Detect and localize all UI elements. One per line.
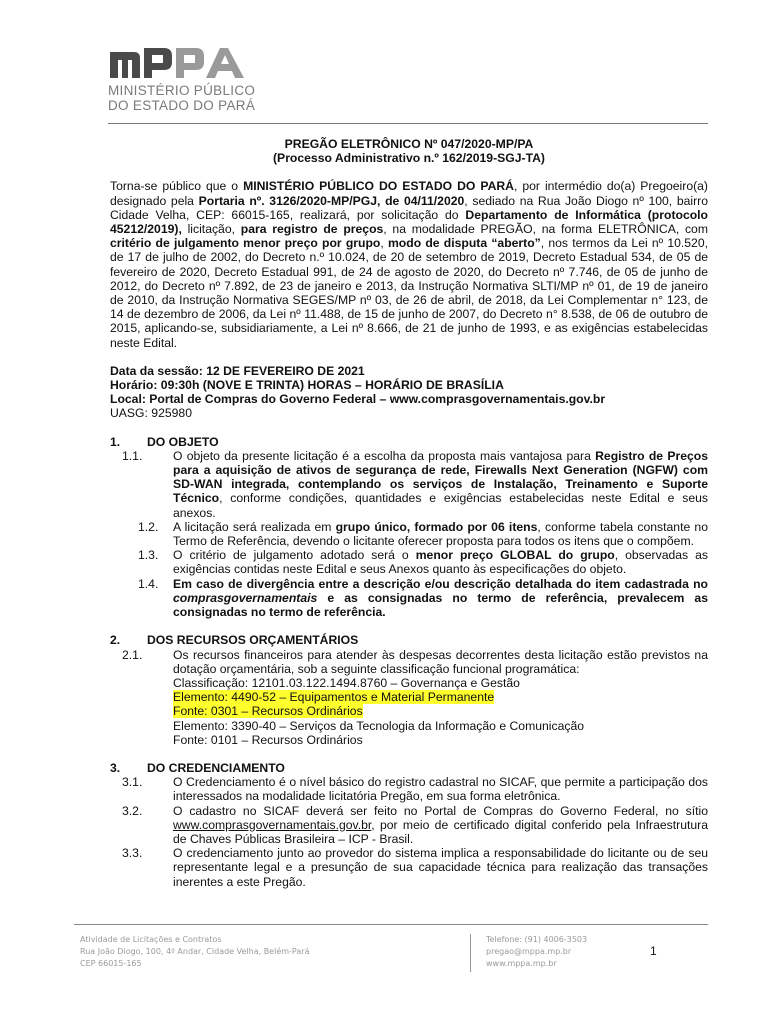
document-body	[110, 137, 708, 889]
header-divider	[108, 123, 708, 124]
footer-phone: Telefone: (91) 4006-3503	[486, 935, 588, 944]
session-place: Local: Portal de Compras do Governo Federal – www.comprasgovernamentais.gov.br	[110, 392, 606, 407]
footer-contact	[486, 934, 587, 970]
item-1-2: 1.2. A licitação será realizada em grupo único, formado por 06 itens, conforme tabela constante no Termo de Referência, devendo o licitante oferecer proposta para todos os itens que o compõem.	[138, 519, 708, 549]
budget-source-2: Fonte: 0101 – Recursos Ordinários	[173, 732, 363, 747]
compras-link[interactable]: www.comprasgovernamentais.gov.br	[173, 817, 372, 832]
page-number: 1	[650, 944, 657, 958]
mppa-logo-mark	[108, 42, 248, 80]
footer-email[interactable]: pregao@mppa.mp.br	[486, 947, 572, 956]
budget-element-2: Elemento: 3390-40 – Serviços da Tecnologia da Informação e Comunicação	[173, 718, 585, 733]
footer-vertical-divider	[470, 934, 471, 972]
logo-wordmark	[108, 83, 255, 113]
session-uasg: UASG: 925980	[110, 406, 192, 421]
section-2-heading: 2. DOS RECURSOS ORÇAMENTÁRIOS	[110, 633, 359, 648]
item-1-1: 1.1. O objeto da presente licitação é a escolha da proposta mais vantajosa para Registro de Preços para a aquisição de ativos de segurança de rede, Firewalls Next Generation (NGFW) com SD-WAN integrada, contemplando os serviços de Instalação, Treinamento e Suporte Técnico, conforme condições, quantidades e exigências estabelecidas neste Edital e seus anexos.	[122, 448, 708, 520]
logo-line-1: MINISTÉRIO PÚBLICO	[108, 83, 256, 98]
item-3-1: 3.1. O Credenciamento é o nível básico do registro cadastral no SICAF, que permite a participação dos interessados na modalidade licitatória Pregão, em sua forma eletrônica.	[122, 775, 708, 804]
logo-line-2: DO ESTADO DO PARÁ	[108, 98, 256, 113]
session-time: Horário: 09:30h (NOVE E TRINTA) HORAS – HORÁRIO DE BRASÍLIA	[110, 378, 504, 393]
item-2-1: 2.1. Os recursos financeiros para atender às despesas decorrentes desta licitação estão previstos na dotação orçamentária, sob a seguinte classificação funcional programática:	[122, 647, 708, 676]
item-1-3: 1.3. O critério de julgamento adotado será o menor preço GLOBAL do grupo, observadas as exigências contidas neste Edital e seus Anexos quanto às especificações do objeto.	[138, 548, 708, 577]
section-1-heading: 1. DO OBJETO	[110, 434, 219, 449]
mppa-logo	[108, 42, 256, 113]
footer-divider	[74, 924, 708, 925]
intro-paragraph: Torna-se público que o MINISTÉRIO PÚBLICO DO ESTADO DO PARÁ, por intermédio do(a) Pregoeiro(a) designado pela Portaria nº. 3126/2020-MP/PGJ, de 04/11/2020, sediado na Rua João Diogo nº 100, bairro Cidade Velha, CEP: 66015-165, realizará, por solicitação do Departamento de Informática (protocolo 45212/2019), licitação, para registro de preços, na modalidade PREGÃO, na forma ELETRÔNICA, com critério de julgamento menor preço por grupo, modo de disputa “aberto”, nos termos da Lei nº 10.520, de 17 de julho de 2002, do Decreto n.º 10.024, de 20 de setembro de 2019, Decreto Estadual 534, de 05 de fevereiro de 2020, Decreto Estadual 991, de 24 de agosto de 2020, do Decreto nº 7.746, de 05 de junho de 2012, do Decreto nº 7.892, de 23 de janeiro e 2013, da Instrução Normativa SLTI/MP nº 01, de 19 de janeiro de 2010, da Instrução Normativa SEGES/MP nº 03, de 26 de abril, de 2018, da Lei Complementar n° 123, de 14 de dezembro de 2006, da Lei nº 11.488, de 15 de junho de 2007, do Decreto n° 8.538, de 06 de outubro de 2015, aplicando-se, subsidiariamente, a Lei nº 8.666, de 21 de junho de 1993, e as exigências estabelecidas neste Edital.	[110, 179, 708, 350]
budget-classification: Classificação: 12101.03.122.1494.8760 – Governança e Gestão	[173, 675, 520, 690]
budget-element-1: Elemento: 4490-52 – Equipamentos e Material Permanente	[173, 690, 495, 705]
session-info	[110, 364, 708, 421]
footer-address: Atividade de Licitações e Contratos Rua João Diogo, 100, 4º Andar, Cidade Velha, Belém-Pará CEP 66015-165	[80, 935, 310, 968]
footer-website[interactable]: www.mppa.mp.br	[486, 959, 557, 968]
doc-title: PREGÃO ELETRÔNICO Nº 047/2020-MP/PA	[284, 137, 534, 151]
item-3-3: 3.3. O credenciamento junto ao provedor do sistema implica a responsabilidade do licitante ou de seu representante legal e a presunção de sua capacidade técnica para realização das transações inerentes a este Pregão.	[122, 846, 708, 889]
item-1-4: 1.4. Em caso de divergência entre a descrição e/ou descrição detalhada do item cadastrada no comprasgovernamentais e as consignadas no termo de referência, prevalecem as consignadas no termo de referência.	[138, 576, 708, 620]
item-3-2: 3.2. O cadastro no SICAF deverá ser feito no Portal de Compras do Governo Federal, no sítio www.comprasgovernamentais.gov.br, por meio de certificado digital conferido pela Infraestrutura de Chaves Públicas Brasileira – ICP - Brasil.	[122, 803, 708, 846]
doc-subtitle: (Processo Administrativo n.º 162/2019-SGJ-TA)	[273, 151, 545, 166]
section-3-heading: 3. DO CREDENCIAMENTO	[110, 760, 285, 775]
budget-source-1: Fonte: 0301 – Recursos Ordinários	[173, 704, 363, 719]
session-date: Data da sessão: 12 DE FEVEREIRO DE 2021	[110, 363, 365, 378]
